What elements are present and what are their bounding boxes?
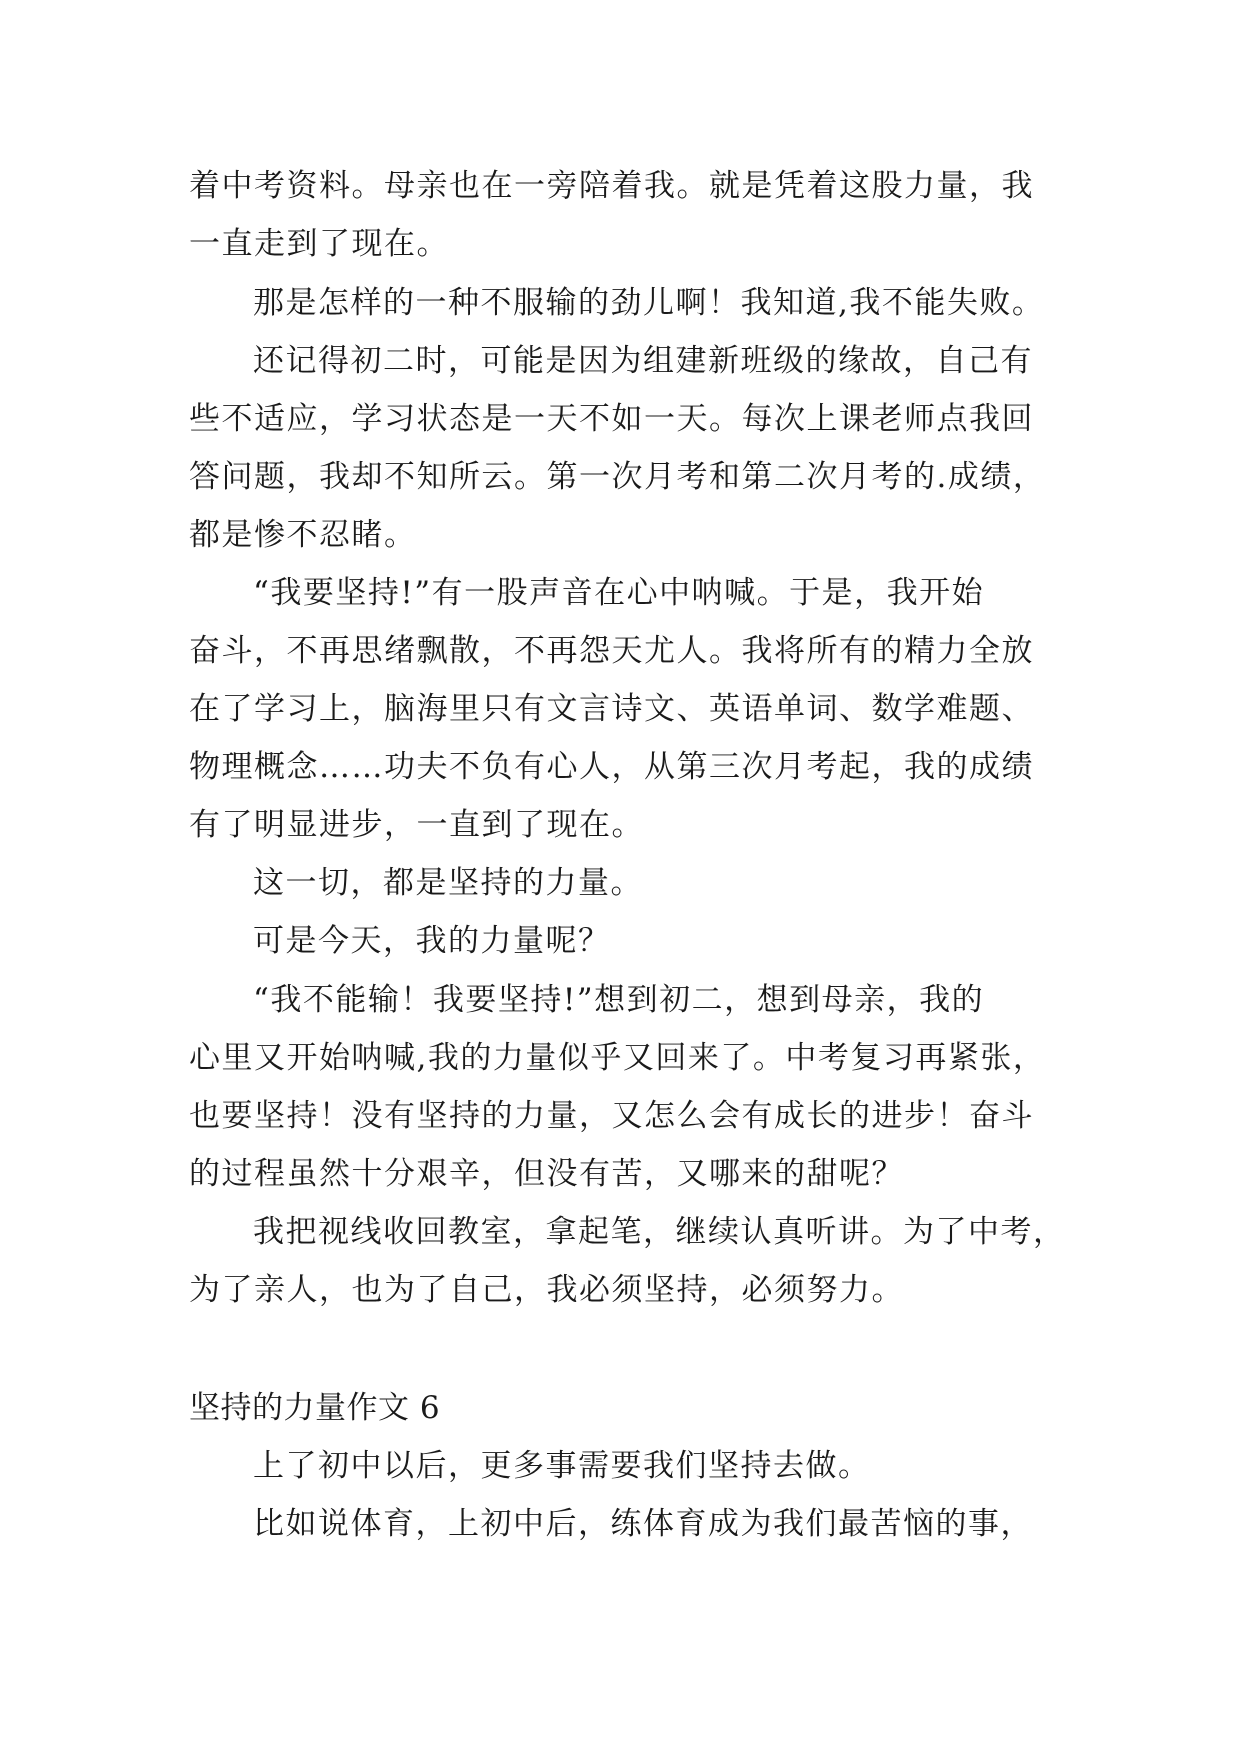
text-line: 比如说体育，上初中后，练体育成为我们最苦恼的事， [253, 1506, 1033, 1542]
text-line: 些不适应，学习状态是一天不如一天。每次上课老师点我回 [189, 401, 1034, 437]
text-line: 心里又开始呐喊,我的力量似乎又回来了。中考复习再紧张， [189, 1040, 1046, 1076]
text-line: 为了亲人，也为了自己，我必须坚持，必须努力。 [189, 1272, 904, 1308]
text-line: 的过程虽然十分艰辛，但没有苦，又哪来的甜呢？ [189, 1156, 904, 1192]
text-line: 都是惨不忍睹。 [189, 517, 417, 553]
text-line: 上了初中以后，更多事需要我们坚持去做。 [253, 1448, 871, 1484]
text-line: 可是今天，我的力量呢？ [253, 923, 611, 959]
text-line: 也要坚持！没有坚持的力量，又怎么会有成长的进步！奋斗 [189, 1098, 1034, 1134]
text-line: 这一切，都是坚持的力量。 [253, 865, 643, 901]
text-line: 在了学习上，脑海里只有文言诗文、英语单词、数学难题、 [189, 691, 1034, 727]
text-line: 有了明显进步，一直到了现在。 [189, 807, 644, 843]
text-line: 物理概念……功夫不负有心人，从第三次月考起，我的成绩 [189, 749, 1034, 785]
text-line: “我不能输！我要坚持!”想到初二，想到母亲，我的 [253, 982, 985, 1018]
text-line: 一直走到了现在。 [189, 226, 449, 262]
text-line: 答问题，我却不知所云。第一次月考和第二次月考的.成绩， [189, 459, 1046, 495]
text-line: 我把视线收回教室，拿起笔，继续认真听讲。为了中考， [253, 1214, 1066, 1250]
text-line: 奋斗，不再思绪飘散，不再怨天尤人。我将所有的精力全放 [189, 633, 1034, 669]
text-line: 还记得初二时，可能是因为组建新班级的缘故，自己有 [253, 343, 1033, 379]
section-heading: 坚持的力量作文 6 [189, 1390, 441, 1426]
text-line: “我要坚持!”有一股声音在心中呐喊。于是，我开始 [253, 575, 985, 611]
text-line: 着中考资料。母亲也在一旁陪着我。就是凭着这股力量，我 [189, 168, 1034, 204]
text-line: 那是怎样的一种不服输的劲儿啊！我知道,我不能失败。 [253, 285, 1045, 321]
